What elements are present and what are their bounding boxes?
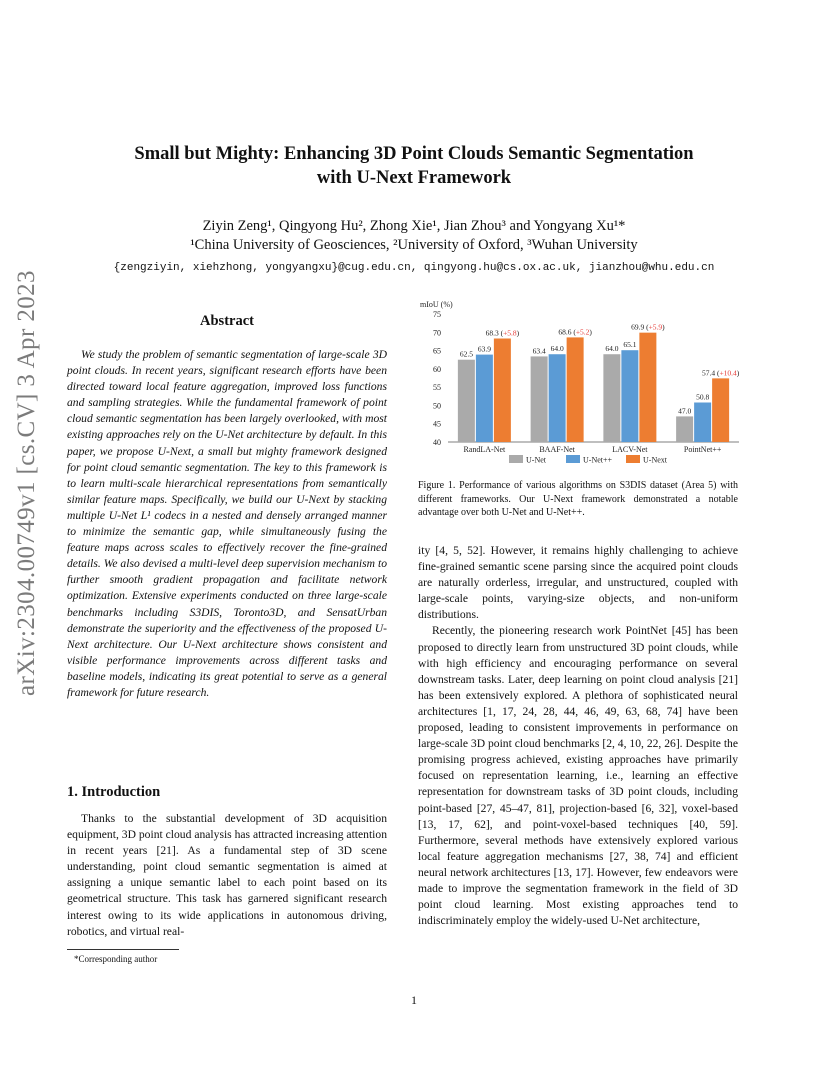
paragraph-pointnet: Recently, the pioneering research work PointNet [45] has been proposed to directly learn from unstructured 3D point clouds, while with high efficiency and encouraging performance on several downstream tasks. Later, deep learning on point cloud analysis [21] has been extensively explored. A plethora of sophisticated neural architectures [1, 17, 24, 28, 44, 46, 49, 63, 68, 74] have been proposed, leading to consistent improvements in performance on large-scale 3D point cloud benchmarks [2, 4, 10, 22, 26]. Despite the promising progress achieved, existing approaches have primarily focused on representation learning, i.e., learning an effective representation for downstream tasks of 3D point clouds, including point-based [27, 45–47, 81], projection-based [6, 32], voxel-based [13, 17, 62], and point-voxel-based techniques [40, 59]. Furthermore, several methods have extensively explored various local feature aggregation mechanisms [27, 38, 74] and efficient neural network architectures [13, 17]. However, few endeavors were made to improve the segmentation framework in the field of 3D point cloud learning. Most existing approaches tend to indiscriminately employ the widely-used U-Net architecture, xyxy=(418,624,738,928)
bar-u-netpp-baaf-net xyxy=(549,354,566,442)
x-tick-label: BAAF-Net xyxy=(539,445,575,454)
bar-value-label: 50.8 xyxy=(696,392,710,402)
legend-swatch xyxy=(626,455,640,463)
y-tick-label: 70 xyxy=(433,328,441,338)
y-tick-label: 60 xyxy=(433,364,441,374)
title-line-2: with U-Next Framework xyxy=(316,168,512,188)
legend-swatch xyxy=(509,455,523,463)
bar-u-netpp-randla-net xyxy=(476,355,493,442)
y-tick-label: 50 xyxy=(433,401,441,411)
footnote-rule xyxy=(67,949,179,950)
performance-bar-chart xyxy=(414,298,744,468)
bar-value-label: 69.9 (+5.9) xyxy=(631,322,665,332)
intro-heading: 1. Introduction xyxy=(67,784,161,800)
bar-u-net-lacv-net xyxy=(603,354,620,442)
paper-title xyxy=(60,142,768,190)
emails: {zengziyin, xiehzhong, yongyangxu}@cug.edu.cn, qingyong.hu@cs.ox.ac.uk, jianzhou@whu.edu.cn xyxy=(113,262,715,274)
bar-value-label: 68.3 (+5.8) xyxy=(485,328,520,338)
abstract-heading: Abstract xyxy=(200,313,254,329)
y-axis-label: mIoU (%) xyxy=(420,300,453,309)
bar-value-label: 47.0 xyxy=(678,406,692,416)
bar-value-label: 63.4 xyxy=(532,346,546,356)
bar-u-net-pointnet++ xyxy=(676,416,693,442)
bar-u-net-baaf-net xyxy=(531,356,548,442)
legend-swatch xyxy=(566,455,580,463)
arxiv-watermark: arXiv:2304.00749v1 [cs.CV] 3 Apr 2023 xyxy=(13,269,40,696)
legend-label: U-Net++ xyxy=(583,455,613,465)
author-block xyxy=(40,217,788,255)
figure-caption: Figure 1. Performance of various algorithms on S3DIS dataset (Area 5) with different frameworks. Our U-Next framework demonstrated a notable advantage over both U-Net and U-Net++. xyxy=(418,480,738,518)
x-tick-label: LACV-Net xyxy=(612,445,648,454)
title-line-1: Small but Mighty: Enhancing 3D Point Clouds Semantic Segmentation xyxy=(134,144,694,164)
bar-u-next-lacv-net xyxy=(639,333,656,442)
y-tick-label: 40 xyxy=(433,438,441,447)
bar-value-label: 63.9 xyxy=(477,344,491,354)
x-tick-label: RandLA-Net xyxy=(463,445,506,454)
authors: Ziyin Zeng¹, Qingyong Hu², Zhong Xie¹, Jian Zhou³ and Yongyang Xu¹* xyxy=(202,218,626,234)
bar-value-label: 68.6 (+5.2) xyxy=(558,327,592,337)
paragraph-continued: ity [4, 5, 52]. However, it remains highly challenging to achieve fine-grained semantic scene parsing since the acquired point clouds are naturally orderless, irregular, and unstructured, coupled with large-scale points, varying-size objects, and non-uniform distributions. xyxy=(418,544,738,622)
legend-label: U-Net xyxy=(526,455,546,465)
legend-label: U-Next xyxy=(643,455,667,465)
bar-value-label: 64.0 xyxy=(605,344,619,354)
x-tick-label: PointNet++ xyxy=(683,445,722,454)
bar-u-netpp-lacv-net xyxy=(621,350,638,442)
gain-label: +5.8 xyxy=(503,328,517,338)
bar-u-next-pointnet++ xyxy=(712,378,729,442)
bar-value-label: 65.1 xyxy=(623,340,637,350)
y-tick-label: 75 xyxy=(433,310,441,319)
y-tick-label: 65 xyxy=(433,346,441,356)
bar-u-next-randla-net xyxy=(494,339,511,442)
gain-label: +5.2 xyxy=(575,327,590,337)
bar-value-label: 64.0 xyxy=(550,344,564,354)
bar-u-net-randla-net xyxy=(458,360,475,442)
bar-u-netpp-pointnet++ xyxy=(694,403,711,442)
gain-label: +10.4 xyxy=(719,368,737,378)
page-number: 1 xyxy=(411,993,417,1007)
y-tick-label: 45 xyxy=(433,419,441,429)
gain-label: +5.9 xyxy=(648,322,663,332)
abstract-text: We study the problem of semantic segmentation of large-scale 3D point clouds. In recent years, significant research efforts have been directed toward local feature aggregation, improved loss functions and sampling strategies. While the fundamental framework of point cloud semantic segmentation has been largely overlooked, with most existing approaches rely on the U-Net architecture by default. In this paper, we propose U-Next, a small but mighty framework designed for point cloud semantic segmentation. The key to this framework is to learn multi-scale hierarchical representations from semantically similar feature maps. Specifically, we build our U-Next by stacking multiple U-Net L¹ codecs in a nested and densely arranged manner to minimize the semantic gap, while simultaneously fusing the feature maps across scales to effectively recover the fine-grained details. We also devised a multi-level deep supervision mechanism to further smooth gradient propagation and facilitate network optimization. Extensive experiments conducted on three large-scale benchmarks including S3DIS, Toronto3D, and SensatUrban demonstrate the superiority and the effectiveness of the proposed U-Next architecture. Our U-Next architecture shows consistent and visible performance improvements across different tasks and baseline models, indicating its great potential to serve as a general framework for future research. xyxy=(67,348,387,699)
right-column-text xyxy=(418,543,738,929)
intro-text: Thanks to the substantial development of 3D acquisition equipment, 3D point cloud analysis has attracted increasing attention in recent years [21]. As a fundamental step of 3D scene understanding, point cloud semantic segmentation is aimed at assigning a unique semantic label to each point based on its geometrical structure. This task has garnered significant research interest owing to its wide applications in autonomous driving, robotics, and virtual real- xyxy=(67,812,387,938)
affiliations: ¹China University of Geosciences, ²University of Oxford, ³Wuhan University xyxy=(190,237,638,253)
footnote: *Corresponding author xyxy=(74,954,158,964)
bar-value-label: 62.5 xyxy=(459,349,473,359)
y-tick-label: 55 xyxy=(433,383,441,393)
bar-value-label: 57.4 (+10.4) xyxy=(701,368,740,378)
bar-u-next-baaf-net xyxy=(567,337,584,442)
